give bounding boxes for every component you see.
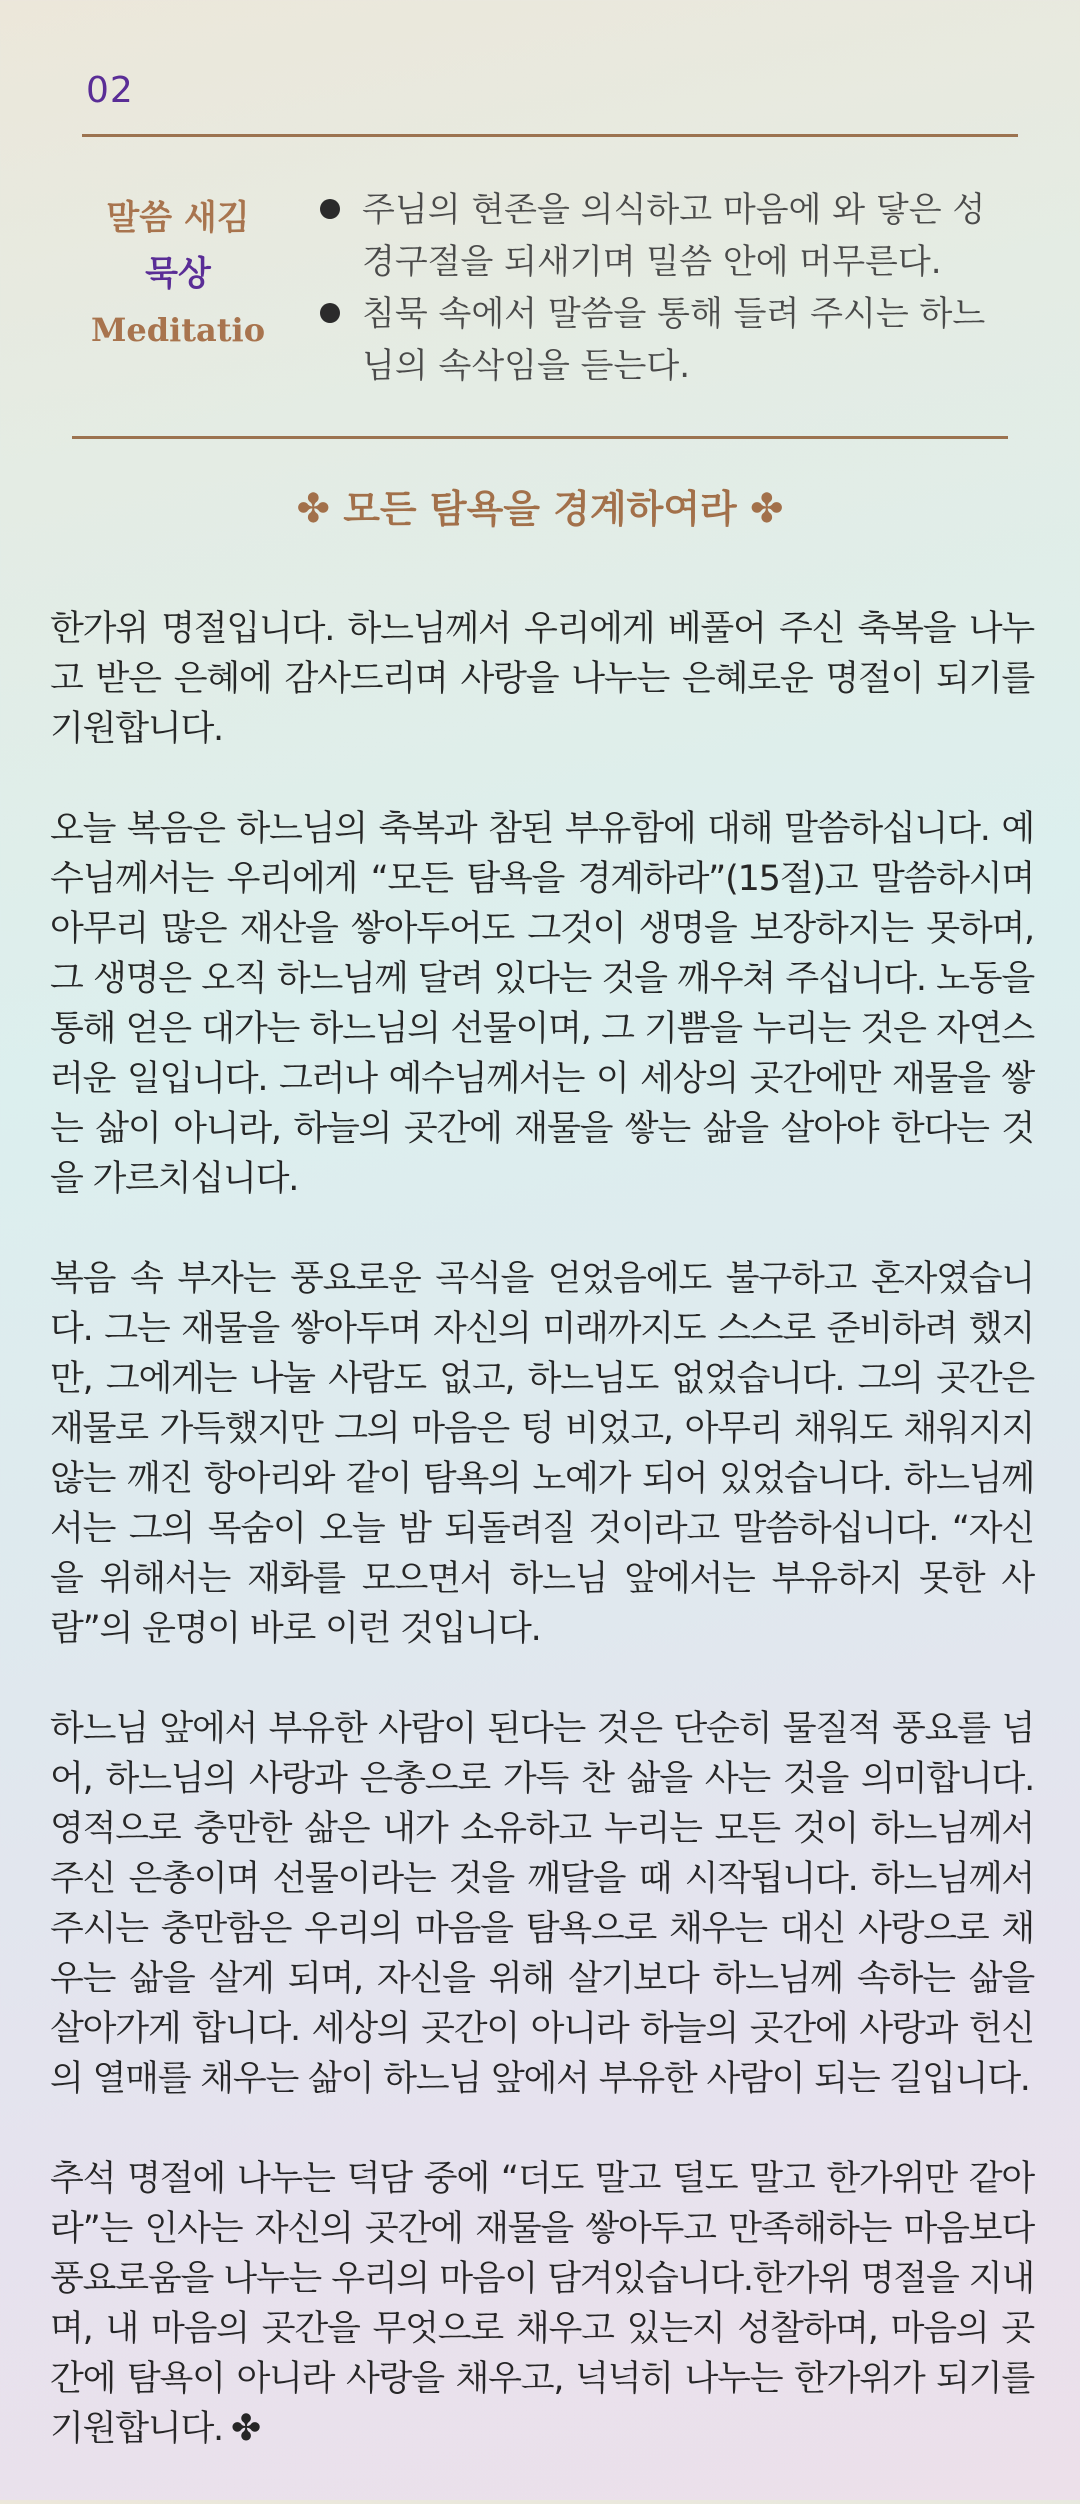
side-label	[60, 190, 296, 358]
paragraph-last	[50, 2154, 1034, 2454]
bullet-icon	[320, 199, 340, 219]
paragraph: 복음 속 부자는 풍요로운 곡식을 얻었음에도 불구하고 혼자였습니다. 그는 재물을 쌓아두며 자신의 미래까지도 스스로 준비하려 했지만, 그에게는 나눌 사람도 없고, 하느님도 없었습니다. 그의 곳간은 재물로 가득했지만 그의 마음은 텅 비었고, 아무리 채워도 채워지지 않는 깨진 항아리와 같이 탐욕의 노예가 되어 있었습니다. 하느님께서는 그의 목숨이 오늘 밤 되돌려질 것이라고 말씀하십니다. “자신을 위해서는 재화를 모으면서 하느님 앞에서는 부유하지 못한 사람”의 운명이 바로 이런 것입니다.	[50, 1259, 1034, 1649]
paragraph: 하느님 앞에서 부유한 사람이 된다는 것은 단순히 물질적 풍요를 넘어, 하느님의 사랑과 은총으로 가득 찬 삶을 사는 것을 의미합니다. 영적으로 충만한 삶은 내가 소유하고 누리는 모든 것이 하느님께서 주신 은총이며 선물이라는 것을 깨달을 때 시작됩니다. 하느님께서 주시는 충만함은 우리의 마음을 탐욕으로 채우는 대신 사랑으로 채우는 삶을 살게 되며, 자신을 위해 살기보다 하느님께 속하는 삶을 살아가게 합니다. 세상의 곳간이 아니라 하늘의 곳간에 사랑과 헌신의 열매를 채우는 삶이 하느님 앞에서 부유한 사람이 되는 길입니다.	[50, 1709, 1034, 2099]
headline-text: 모든 탐욕을 경계하여라	[343, 487, 737, 531]
paragraph: 한가위 명절입니다. 하느님께서 우리에게 베풀어 주신 축복을 나누고 받은 은혜에 감사드리며 사랑을 나누는 은혜로운 명절이 되기를 기원합니다.	[50, 609, 1034, 749]
article-body	[50, 604, 1034, 2504]
paragraph: 오늘 복음은 하느님의 축복과 참된 부유함에 대해 말씀하십니다. 예수님께서는 우리에게 “모든 탐욕을 경계하라”(15절)고 말씀하시며 아무리 많은 재산을 쌓아두어도 그것이 생명을 보장하지는 못하며, 그 생명은 오직 하느님께 달려 있다는 것을 깨우쳐 주십니다. 노동을 통해 얻은 대가는 하느님의 선물이며, 그 기쁨을 누리는 것은 자연스러운 일입니다. 그러나 예수님께서는 이 세상의 곳간에만 재물을 쌓는 삶이 아니라, 하늘의 곳간에 재물을 쌓는 삶을 살아야 한다는 것을 가르치십니다.	[50, 809, 1034, 1199]
list-item-text: 침묵 속에서 말씀을 통해 들려 주시는 하느님의 속삭임을 듣는다.	[362, 294, 986, 386]
clover-icon: ✤	[230, 2408, 260, 2449]
middle-divider	[72, 436, 1008, 439]
paragraph-text: 추석 명절에 나누는 덕담 중에 “더도 말고 덜도 말고 한가위만 같아라”는 인사는 자신의 곳간에 재물을 쌓아두고 만족해하는 마음보다 풍요로움을 나누는 우리의 마음이 담겨있습니다.한가위 명절을 지내며, 내 마음의 곳간을 무엇으로 채우고 있는지 성찰하며, 마음의 곳간에 탐욕이 아니라 사랑을 채우고, 넉넉히 나누는 한가위가 되기를 기원합니다.	[50, 2159, 1034, 2449]
side-label-latin: Meditatio	[90, 311, 266, 349]
clover-icon: ✤	[296, 486, 330, 532]
bullet-icon	[320, 303, 340, 323]
clover-icon: ✤	[750, 486, 784, 532]
list-item-text: 주님의 현존을 의식하고 마음에 와 닿은 성경구절을 되새기며 밀씀 안에 머무른다.	[362, 190, 986, 282]
side-label-subtitle: 묵상	[145, 254, 211, 294]
meditation-guide-list	[318, 184, 1018, 392]
section-number: 02	[86, 70, 134, 111]
headline	[0, 478, 1080, 533]
list-item	[318, 184, 1018, 288]
list-item	[318, 288, 1018, 392]
side-label-title: 말씀 새김	[106, 198, 250, 238]
top-divider	[82, 134, 1018, 137]
